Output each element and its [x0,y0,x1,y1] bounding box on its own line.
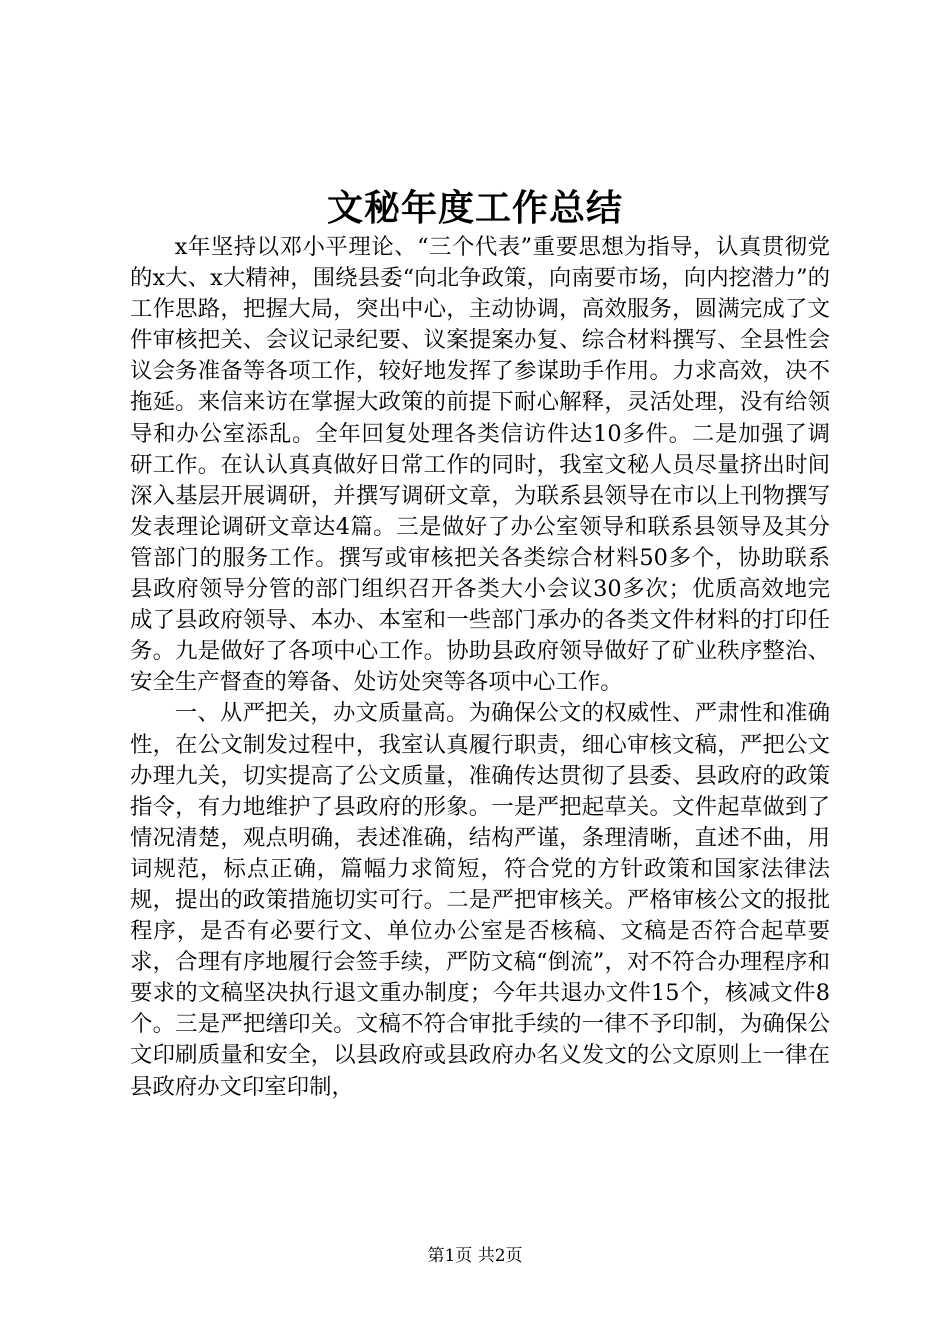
document-title: 文秘年度工作总结 [326,187,623,229]
document-body [130,232,830,1103]
page-footer: 第1页 共2页 [427,1246,523,1266]
paragraph-2: 一、从严把关，办文质量高。为确保公文的权威性、严肃性和准确性，在公文制发过程中，我室认真履行职责，细心审核文稿，严把公文办理九关，切实提高了公文质量，准确传达贯彻了县委、县政府的政策指令，有力地维护了县政府的形象。一是严把起草关。文件起草做到了情况清楚，观点明确，表述准确，结构严谨，条理清晰，直述不曲，用词规范，标点正确，篇幅力求简短，符合党的方针政策和国家法律法规，提出的政策措施切实可行。二是严把审核关。严格审核公文的报批程序，是否有必要行文、单位办公室是否核稿、文稿是否符合起草要求，合理有序地履行会签手续，严防文稿“倒流”，对不符合办理程序和要求的文稿坚决执行退文重办制度；今年共退办文件15个，核减文件8个。三是严把缮印关。文稿不符合审批手续的一律不予印制，为确保公文印刷质量和安全，以县政府或县政府办名义发文的公文原则上一律在县政府办文印室印制， [130,700,830,1100]
paragraph-1: x年坚持以邓小平理论、“三个代表”重要思想为指导，认真贯彻党的x大、x大精神，围绕县委“向北争政策，向南要市场，向内挖潜力”的工作思路，把握大局，突出中心，主动协调，高效服务，圆满完成了文件审核把关、会议记录纪要、议案提案办复、综合材料撰写、全县性会议会务准备等各项工作，较好地发挥了参谋助手作用。力求高效，决不拖延。来信来访在掌握大政策的前提下耐心解释，灵活处理，没有给领导和办公室添乱。全年回复处理各类信访件达10多件。二是加强了调研工作。在认认真真做好日常工作的同时，我室文秘人员尽量挤出时间深入基层开展调研，并撰写调研文章，为联系县领导在市以上刊物撰写发表理论调研文章达4篇。三是做好了办公室领导和联系县领导及其分管部门的服务工作。撰写或审核把关各类综合材料50多个，协助联系县政府领导分管的部门组织召开各类大小会议30多次；优质高效地完成了县政府领导、本办、本室和一些部门承办的各类文件材料的打印任务。九是做好了各项中心工作。协助县政府领导做好了矿业秩序整治、安全生产督查的筹备、处访处突等各项中心工作。 [130,234,830,696]
